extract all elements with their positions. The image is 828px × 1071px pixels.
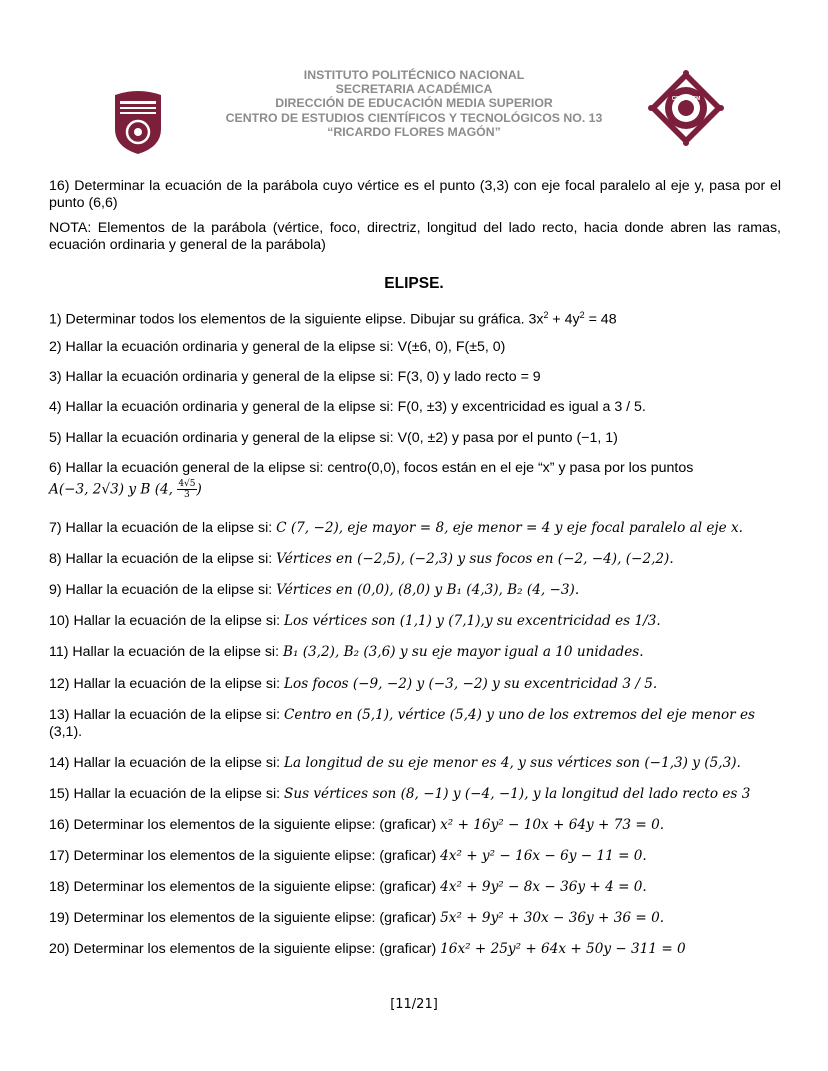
exercise-2: 2) Hallar la ecuación ordinaria y general de la elipse si: V(±6, 0), F(±5, 0): [49, 339, 506, 355]
exercise-10: 10) Hallar la ecuación de la elipse si: Los vértices son (1,1) y (7,1),y su excentricidad es 1/3.: [49, 613, 661, 629]
institution-name: INSTITUTO POLITÉCNICO NACIONAL: [303, 68, 525, 82]
exercise-1: 1) Determinar todos los elementos de la siguiente elipse. Dibujar su gráfica. $3x^2 + 4y^2 = 48$: [49, 310, 617, 328]
page-number: [11/21]: [390, 997, 438, 1012]
section-title: ELIPSE.: [384, 275, 444, 292]
cecyt-logo-icon: [647, 69, 725, 147]
school-subtitle: “RICARDO FLORES MAGÓN”: [327, 124, 501, 139]
exercise-19: 19) Determinar los elementos de la siguiente elipse: (graficar) 5x² + 9y² + 30x − 36y + 36 = 0.: [49, 910, 665, 926]
exercise-17: 17) Determinar los elementos de la siguiente elipse: (graficar) 4x² + y² − 16x − 6y − 11 = 0.: [49, 848, 647, 864]
svg-text:CECyT RFM: CECyT RFM: [671, 96, 701, 102]
exercise-3: 3) Hallar la ecuación ordinaria y general de la elipse si: F(3, 0) y lado recto = 9: [49, 369, 541, 385]
svg-text:IPN: IPN: [129, 92, 147, 103]
exercise-5: 5) Hallar la ecuación ordinaria y general de la elipse si: V(0, ±2) y pasa por el punto (−1, 1): [49, 430, 618, 446]
exercise-13: 13) Hallar la ecuación de la elipse si: Centro en (5,1), vértice (5,4) y uno de los extremos del eje menor es (3,1).: [49, 707, 755, 740]
exercise-15: 15) Hallar la ecuación de la elipse si: Sus vértices son (8, −1) y (−4, −1), y la longitud del lado recto es 3: [49, 786, 751, 802]
direction-name: DIRECCIÓN DE EDUCACIÓN MEDIA SUPERIOR: [275, 96, 553, 111]
exercise-11: 11) Hallar la ecuación de la elipse si: B₁ (3,2), B₂ (3,6) y su eje mayor igual a 10 unidades.: [49, 644, 644, 660]
exercise-6-points: A(−3, 2√3) y B (4, $\frac{4√5}{3}$ ): [49, 479, 202, 500]
parabola-section: [49, 178, 781, 254]
secretariat-name: SECRETARIA ACADÉMICA: [335, 82, 493, 97]
exercise-16: 16) Determinar los elementos de la siguiente elipse: (graficar) x² + 16y² − 10x + 64y + 73 = 0.: [49, 817, 665, 833]
parabola-exercise-16: 16) Determinar la ecuación de la parábola cuyo vértice es el punto (3,3) con eje focal paralelo al eje y, pasa por el punto (6,6): [49, 178, 781, 211]
school-name: CENTRO DE ESTUDIOS CIENTÍFICOS Y TECNOLÓGICOS NO. 13: [225, 110, 603, 125]
institution-header-text: [190, 68, 638, 139]
exercise-18: 18) Determinar los elementos de la siguiente elipse: (graficar) 4x² + 9y² − 8x − 36y + 4 = 0.: [49, 879, 647, 895]
exercise-6-text: 6) Hallar la ecuación general de la elipse si: centro(0,0), focos están en el eje “x” y pasa por los puntos: [49, 460, 694, 476]
exercise-12: 12) Hallar la ecuación de la elipse si: Los focos (−9, −2) y (−3, −2) y su excentricidad 3 / 5.: [49, 676, 658, 692]
exercise-7: 7) Hallar la ecuación de la elipse si: C (7, −2), eje mayor = 8, eje menor = 4 y eje focal paralelo al eje x.: [49, 520, 743, 536]
exercise-9: 9) Hallar la ecuación de la elipse si: Vértices en (0,0), (8,0) y B₁ (4,3), B₂ (4, −3).: [49, 582, 580, 598]
exercise-14: 14) Hallar la ecuación de la elipse si: La longitud de su eje menor es 4, y sus vértices son (−1,3) y (5,3).: [49, 755, 741, 771]
exercise-6: [49, 460, 781, 500]
exercise-8: 8) Hallar la ecuación de la elipse si: Vértices en (−2,5), (−2,3) y sus focos en (−2, −4), (−2,2).: [49, 551, 674, 567]
ipn-logo-icon: [109, 89, 167, 155]
exercise-20: 20) Determinar los elementos de la siguiente elipse: (graficar) 16x² + 25y² + 64x + 50y − 311 = 0: [49, 941, 686, 957]
exercise-4: 4) Hallar la ecuación ordinaria y general de la elipse si: F(0, ±3) y excentricidad es igual a 3 / 5.: [49, 399, 646, 415]
parabola-note: NOTA: Elementos de la parábola (vértice, foco, directriz, longitud del lado recto, hacia donde abren las ramas, ecuación ordinaria y general de la parábola): [49, 220, 781, 253]
document-header: [0, 66, 828, 156]
